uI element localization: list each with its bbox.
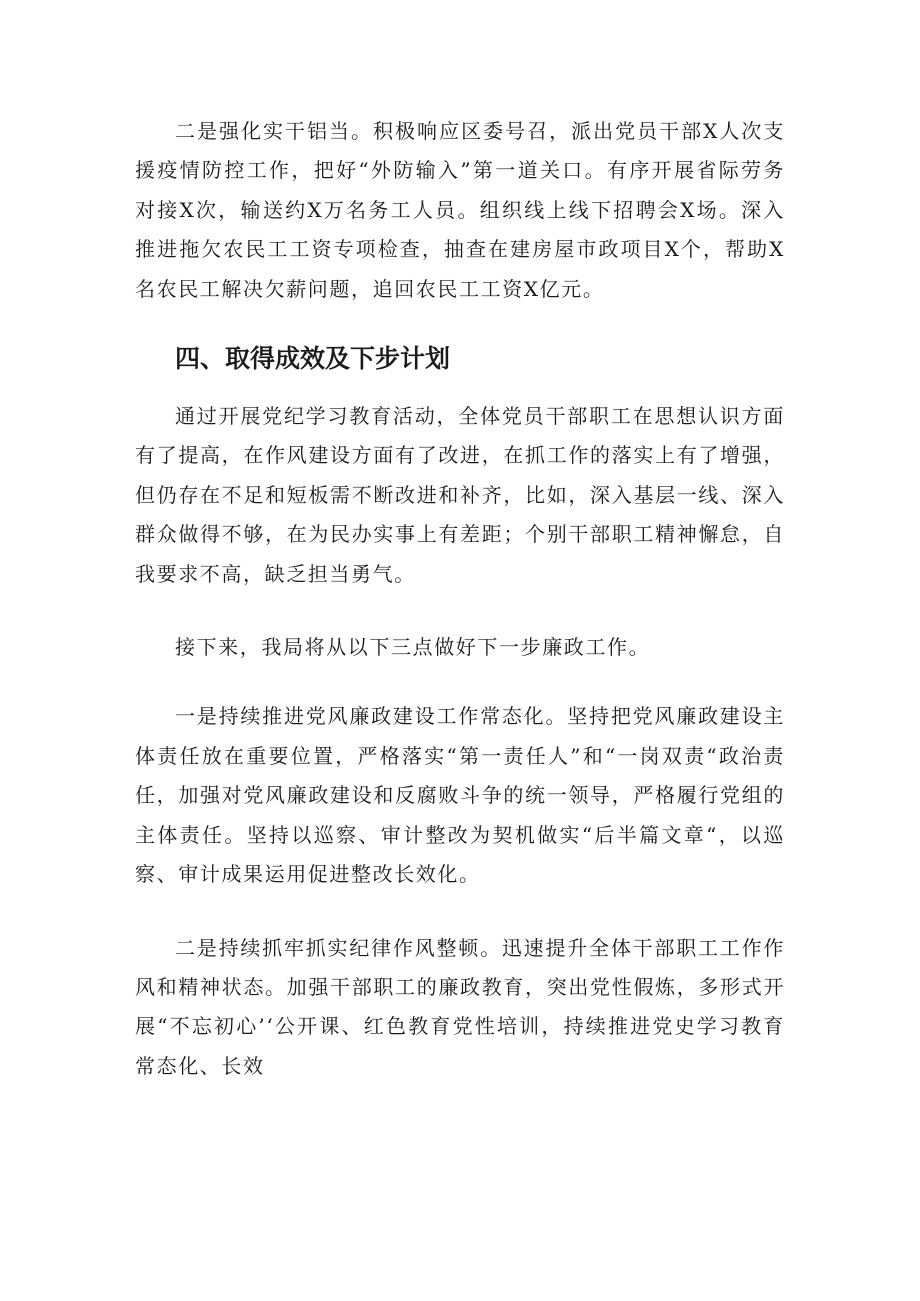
paragraph-plan-two: 二是持续抓牢抓实纪律作风整顿。迅速提升全体干部职工工作作风和精神状态。加强干部职工的廉政教育，突出党性假炼，多形式开展“不忘初心’‘公开课、红色教育党性培训，持续推进党史学习教育常态化、长效 [135,935,785,1078]
paragraph-spacer [135,594,785,628]
paragraph-spacer [135,895,785,929]
paragraph-next-steps-intro: 接下来，我局将从以下三点做好下一步廉政工作。 [175,635,651,660]
section-heading-results-and-plans: 四、取得成效及下步计划 [175,344,451,374]
paragraph-spacer [135,667,785,697]
paragraph-results-summary: 通过开展党纪学习教育活动，全体党员干部职工在思想认识方面有了提高，在作风建设方面有了改进，在抓工作的落实上有了增强，但仍存在不足和短板需不断改进和补齐，比如，深入基层一线、深入群众做得不够，在为民办实事上有差距；个别干部职工精神懈怠，自我要求不高，缺乏担当勇气。 [135,404,785,586]
paragraph-plan-one: 一是持续推进党风廉政建设工作常态化。坚持把党风廉政建设主体责任放在重要位置，严格落实“第一责任人”和“一岗双责“政治责任，加强对党风廉政建设和反腐败斗争的统一领导，严格履行党组的主体责任。坚持以巡察、审计整改为契机做实“后半篇文章“，以巡察、审计成果运用促进整改长效化。 [135,704,785,887]
paragraph-strengthen-work: 二是强化实干铝当。积极响应区委号召，派出党员干部X人次支援疫情防控工作，把好“外防输入”第一道关口。有序开展省际劳务对接X次，输送约X万名务工人员。组织线上线下招聘会X场。深入推进拖欠农民工工资专项检查，抽查在建房屋市政项目X个，帮助X名农民工解决欠薪问题，追回农民工工资X亿元。 [135,119,785,301]
